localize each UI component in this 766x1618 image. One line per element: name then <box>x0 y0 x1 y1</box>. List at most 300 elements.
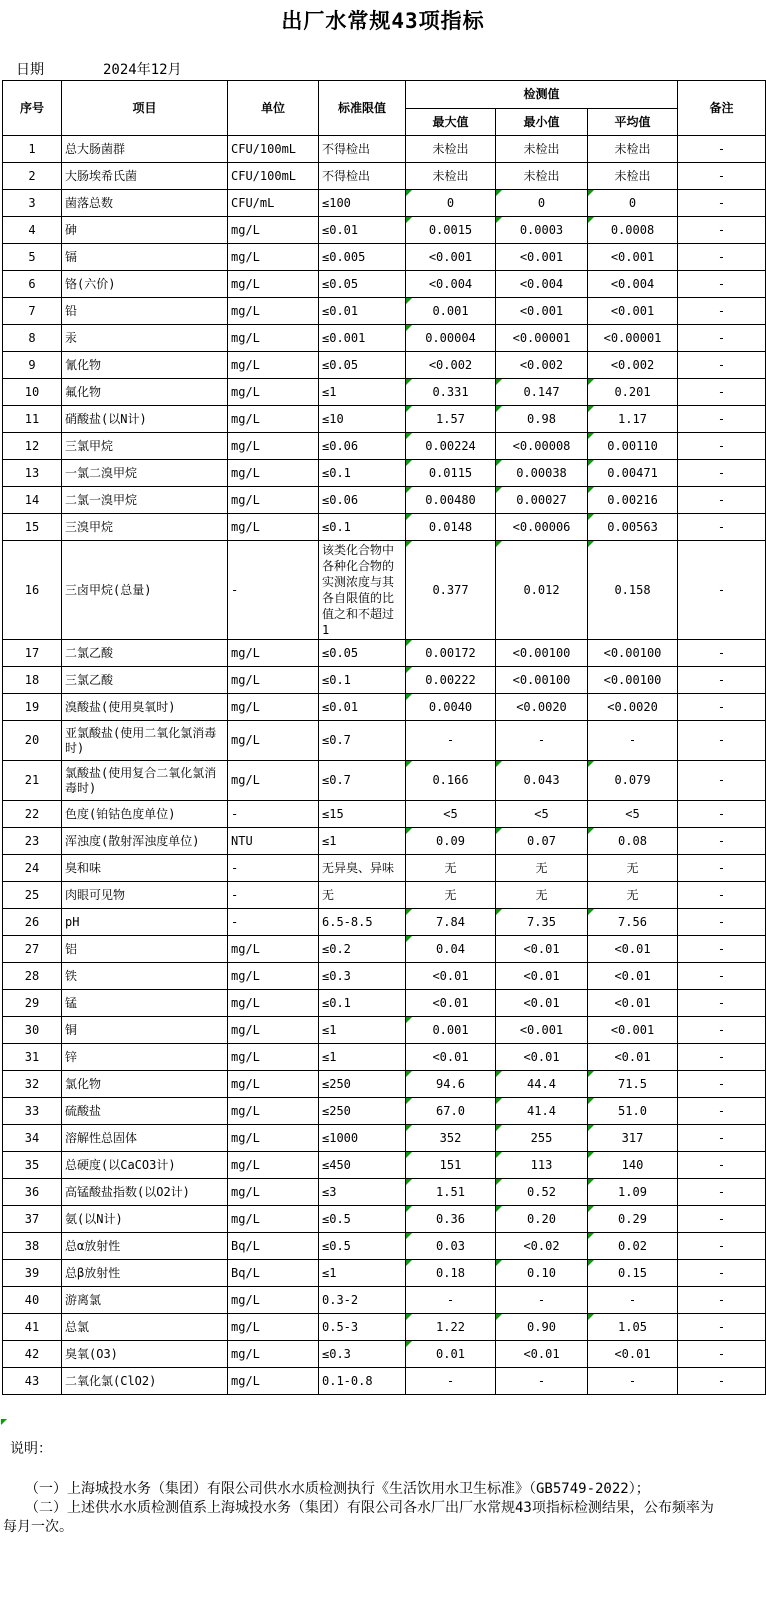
table-row <box>3 963 766 990</box>
cell-note: - <box>678 1341 766 1368</box>
cell-avg: 0.00563 <box>588 514 678 541</box>
cell-limit: ≤0.01 <box>319 694 406 721</box>
table-row <box>3 352 766 379</box>
comment-marker-icon <box>406 1206 412 1212</box>
cell-note: - <box>678 136 766 163</box>
cell-no: 17 <box>3 640 62 667</box>
comment-marker-icon <box>406 217 412 223</box>
cell-limit: ≤0.1 <box>319 990 406 1017</box>
table-row <box>3 163 766 190</box>
cell-no: 29 <box>3 990 62 1017</box>
cell-limit: ≤0.2 <box>319 936 406 963</box>
cell-limit: ≤15 <box>319 801 406 828</box>
cell-unit: mg/L <box>228 1044 319 1071</box>
cell-unit: mg/L <box>228 694 319 721</box>
cell-max: 0.331 <box>406 379 496 406</box>
comment-marker-icon <box>496 1260 502 1266</box>
cell-no: 36 <box>3 1179 62 1206</box>
comment-marker-icon <box>496 1098 502 1104</box>
cell-limit: ≤0.1 <box>319 514 406 541</box>
cell-limit: ≤0.06 <box>319 487 406 514</box>
cell-no: 1 <box>3 136 62 163</box>
cell-no: 41 <box>3 1314 62 1341</box>
comment-marker-icon <box>496 190 502 196</box>
comment-marker-icon <box>406 1233 412 1239</box>
cell-no: 37 <box>3 1206 62 1233</box>
table-row <box>3 271 766 298</box>
cell-item: 汞 <box>62 325 228 352</box>
cell-no: 3 <box>3 190 62 217</box>
cell-item: 氨(以N计) <box>62 1206 228 1233</box>
cell-min: 0.0003 <box>496 217 588 244</box>
cell-note: - <box>678 163 766 190</box>
cell-no: 14 <box>3 487 62 514</box>
cell-unit: mg/L <box>228 217 319 244</box>
cell-min: 无 <box>496 882 588 909</box>
comment-marker-icon <box>496 1314 502 1320</box>
comment-marker-icon <box>406 1098 412 1104</box>
cell-min: 255 <box>496 1125 588 1152</box>
cell-unit: mg/L <box>228 1287 319 1314</box>
cell-no: 8 <box>3 325 62 352</box>
cell-limit: ≤0.7 <box>319 721 406 761</box>
cell-limit: ≤0.005 <box>319 244 406 271</box>
cell-min: 0.147 <box>496 379 588 406</box>
cell-item: 硫酸盐 <box>62 1098 228 1125</box>
cell-avg: 51.0 <box>588 1098 678 1125</box>
comment-marker-icon <box>406 1152 412 1158</box>
comment-marker-icon <box>588 1260 594 1266</box>
cell-item: 砷 <box>62 217 228 244</box>
header-unit: 单位 <box>228 81 319 136</box>
cell-unit: - <box>228 882 319 909</box>
cell-max: 1.51 <box>406 1179 496 1206</box>
cell-min: <0.00100 <box>496 667 588 694</box>
cell-no: 28 <box>3 963 62 990</box>
cell-min: <0.01 <box>496 936 588 963</box>
table-row <box>3 325 766 352</box>
cell-note: - <box>678 694 766 721</box>
comment-marker-icon <box>496 487 502 493</box>
cell-limit: ≤0.05 <box>319 352 406 379</box>
cell-max: 67.0 <box>406 1098 496 1125</box>
cell-no: 15 <box>3 514 62 541</box>
table-row <box>3 801 766 828</box>
cell-min: <0.00001 <box>496 325 588 352</box>
cell-max: <0.01 <box>406 990 496 1017</box>
table-row <box>3 1260 766 1287</box>
cell-max: 7.84 <box>406 909 496 936</box>
comment-marker-icon <box>588 828 594 834</box>
cell-note: - <box>678 541 766 640</box>
cell-item: 硝酸盐(以N计) <box>62 406 228 433</box>
cell-avg: 0.15 <box>588 1260 678 1287</box>
note-line: （二）上述供水水质检测值系上海城投水务（集团）有限公司各水厂出厂水常规43项指标检测结果，公布频率为 <box>25 1500 714 1516</box>
cell-limit: 6.5-8.5 <box>319 909 406 936</box>
cell-limit: ≤1 <box>319 828 406 855</box>
notes-paragraphs <box>3 1480 765 1537</box>
comment-marker-icon <box>588 190 594 196</box>
cell-limit: ≤0.01 <box>319 298 406 325</box>
comment-marker-icon <box>588 514 594 520</box>
cell-limit: ≤0.001 <box>319 325 406 352</box>
cell-min: 0.90 <box>496 1314 588 1341</box>
table-row <box>3 990 766 1017</box>
cell-avg: 0.158 <box>588 541 678 640</box>
cell-unit: - <box>228 909 319 936</box>
table-row <box>3 1098 766 1125</box>
cell-unit: mg/L <box>228 1314 319 1341</box>
comment-marker-icon <box>588 487 594 493</box>
cell-note: - <box>678 1044 766 1071</box>
cell-unit: mg/L <box>228 1152 319 1179</box>
cell-min: 0.98 <box>496 406 588 433</box>
cell-note: - <box>678 1287 766 1314</box>
cell-max: 0.00222 <box>406 667 496 694</box>
cell-min: 0 <box>496 190 588 217</box>
cell-item: 三卤甲烷(总量) <box>62 541 228 640</box>
cell-unit: mg/L <box>228 325 319 352</box>
cell-note: - <box>678 433 766 460</box>
cell-min: 0.00038 <box>496 460 588 487</box>
cell-avg: <0.01 <box>588 1341 678 1368</box>
cell-avg: 未检出 <box>588 163 678 190</box>
cell-min: - <box>496 721 588 761</box>
cell-limit: 无 <box>319 882 406 909</box>
cell-max: 0.0040 <box>406 694 496 721</box>
cell-limit: ≤0.5 <box>319 1233 406 1260</box>
cell-limit: ≤250 <box>319 1071 406 1098</box>
cell-item: 锌 <box>62 1044 228 1071</box>
table-row <box>3 694 766 721</box>
cell-max: 1.22 <box>406 1314 496 1341</box>
cell-note: - <box>678 1071 766 1098</box>
cell-avg: <0.001 <box>588 1017 678 1044</box>
table-row <box>3 936 766 963</box>
header-limit: 标准限值 <box>319 81 406 136</box>
cell-unit: mg/L <box>228 1206 319 1233</box>
cell-item: 浑浊度(散射浑浊度单位) <box>62 828 228 855</box>
cell-note: - <box>678 1152 766 1179</box>
cell-no: 4 <box>3 217 62 244</box>
table-row <box>3 541 766 640</box>
cell-item: 溴酸盐(使用臭氧时) <box>62 694 228 721</box>
cell-min: 41.4 <box>496 1098 588 1125</box>
cell-min: 44.4 <box>496 1071 588 1098</box>
cell-unit: mg/L <box>228 1368 319 1395</box>
cell-item: 色度(铂钴色度单位) <box>62 801 228 828</box>
cell-avg: 无 <box>588 855 678 882</box>
cell-note: - <box>678 298 766 325</box>
cell-max: 0.00224 <box>406 433 496 460</box>
cell-no: 21 <box>3 761 62 801</box>
cell-avg: 1.09 <box>588 1179 678 1206</box>
cell-note: - <box>678 801 766 828</box>
cell-max: 0.09 <box>406 828 496 855</box>
cell-min: 0.00027 <box>496 487 588 514</box>
table-row <box>3 433 766 460</box>
cell-item: 氰化物 <box>62 352 228 379</box>
cell-avg: 无 <box>588 882 678 909</box>
comment-marker-icon <box>496 541 502 547</box>
cell-note: - <box>678 1206 766 1233</box>
cell-limit: 0.3-2 <box>319 1287 406 1314</box>
cell-no: 27 <box>3 936 62 963</box>
cell-avg: <5 <box>588 801 678 828</box>
cell-limit: ≤1 <box>319 1044 406 1071</box>
cell-max: <0.002 <box>406 352 496 379</box>
cell-note: - <box>678 514 766 541</box>
cell-no: 19 <box>3 694 62 721</box>
cell-unit: mg/L <box>228 1341 319 1368</box>
cell-unit: mg/L <box>228 990 319 1017</box>
cell-no: 38 <box>3 1233 62 1260</box>
cell-min: - <box>496 1287 588 1314</box>
table-row <box>3 487 766 514</box>
cell-unit: mg/L <box>228 352 319 379</box>
cell-avg: 0 <box>588 190 678 217</box>
cell-unit: mg/L <box>228 460 319 487</box>
comment-marker-icon <box>406 828 412 834</box>
cell-item: 三氯甲烷 <box>62 433 228 460</box>
cell-no: 25 <box>3 882 62 909</box>
cell-no: 7 <box>3 298 62 325</box>
table-row <box>3 855 766 882</box>
cell-no: 5 <box>3 244 62 271</box>
cell-max: <0.01 <box>406 963 496 990</box>
cell-item: 一氯二溴甲烷 <box>62 460 228 487</box>
table-row <box>3 909 766 936</box>
table-row <box>3 460 766 487</box>
table-row <box>3 1341 766 1368</box>
comment-marker-icon <box>406 1341 412 1347</box>
cell-note: - <box>678 855 766 882</box>
cell-avg: <0.00001 <box>588 325 678 352</box>
cell-no: 42 <box>3 1341 62 1368</box>
cell-note: - <box>678 1368 766 1395</box>
cell-no: 9 <box>3 352 62 379</box>
cell-min: <0.00100 <box>496 640 588 667</box>
cell-limit: ≤1 <box>319 379 406 406</box>
cell-max: 94.6 <box>406 1071 496 1098</box>
cell-item: 三溴甲烷 <box>62 514 228 541</box>
cell-min: <0.001 <box>496 244 588 271</box>
cell-item: 总硬度(以CaCO3计) <box>62 1152 228 1179</box>
cell-item: 铬(六价) <box>62 271 228 298</box>
comment-marker-icon <box>406 909 412 915</box>
cell-limit: ≤3 <box>319 1179 406 1206</box>
cell-note: - <box>678 1125 766 1152</box>
comment-marker-icon <box>406 406 412 412</box>
cell-note: - <box>678 352 766 379</box>
cell-max: 无 <box>406 855 496 882</box>
comment-marker-icon <box>496 460 502 466</box>
cell-max: - <box>406 1287 496 1314</box>
table-row <box>3 882 766 909</box>
cell-max: 0.0148 <box>406 514 496 541</box>
cell-unit: CFU/100mL <box>228 136 319 163</box>
cell-unit: mg/L <box>228 244 319 271</box>
comment-marker-icon <box>588 761 594 767</box>
cell-avg: <0.002 <box>588 352 678 379</box>
cell-limit: ≤0.1 <box>319 460 406 487</box>
cell-max: 0.0115 <box>406 460 496 487</box>
table-row <box>3 217 766 244</box>
cell-limit: ≤0.7 <box>319 761 406 801</box>
comment-marker-icon <box>588 1179 594 1185</box>
cell-min: 0.20 <box>496 1206 588 1233</box>
table-row <box>3 136 766 163</box>
cell-max: 352 <box>406 1125 496 1152</box>
cell-item: 高锰酸盐指数(以O2计) <box>62 1179 228 1206</box>
cell-avg: 0.02 <box>588 1233 678 1260</box>
cell-avg: 0.079 <box>588 761 678 801</box>
comment-marker-icon <box>496 1152 502 1158</box>
cell-unit: mg/L <box>228 298 319 325</box>
cell-avg: <0.01 <box>588 1044 678 1071</box>
cell-item: 总大肠菌群 <box>62 136 228 163</box>
cell-min: <0.0020 <box>496 694 588 721</box>
table-row <box>3 514 766 541</box>
cell-min: 7.35 <box>496 909 588 936</box>
cell-no: 23 <box>3 828 62 855</box>
cell-item: 臭氧(O3) <box>62 1341 228 1368</box>
cell-no: 26 <box>3 909 62 936</box>
cell-no: 30 <box>3 1017 62 1044</box>
cell-max: 0.18 <box>406 1260 496 1287</box>
cell-unit: - <box>228 855 319 882</box>
table-row <box>3 721 766 761</box>
comment-marker-icon <box>406 298 412 304</box>
comment-marker-icon <box>406 379 412 385</box>
cell-note: - <box>678 1179 766 1206</box>
cell-item: 二氧化氯(ClO2) <box>62 1368 228 1395</box>
cell-no: 13 <box>3 460 62 487</box>
cell-max: 未检出 <box>406 163 496 190</box>
cell-avg: 140 <box>588 1152 678 1179</box>
comment-marker-icon <box>496 1125 502 1131</box>
comment-marker-icon <box>406 761 412 767</box>
cell-avg: <0.004 <box>588 271 678 298</box>
cell-unit: mg/L <box>228 1125 319 1152</box>
cell-no: 40 <box>3 1287 62 1314</box>
cell-unit: mg/L <box>228 1071 319 1098</box>
cell-min: 未检出 <box>496 163 588 190</box>
cell-note: - <box>678 406 766 433</box>
cell-limit: 不得检出 <box>319 163 406 190</box>
cell-item: 铅 <box>62 298 228 325</box>
cell-item: 三氯乙酸 <box>62 667 228 694</box>
cell-item: 铁 <box>62 963 228 990</box>
date-value: 2024年12月 <box>103 62 182 78</box>
cell-no: 18 <box>3 667 62 694</box>
comment-marker-icon <box>406 694 412 700</box>
table-row <box>3 406 766 433</box>
cell-note: - <box>678 1017 766 1044</box>
comment-marker-icon <box>588 1125 594 1131</box>
cell-avg: 0.00471 <box>588 460 678 487</box>
cell-item: 游离氯 <box>62 1287 228 1314</box>
comment-marker-icon <box>406 936 412 942</box>
header-max: 最大值 <box>406 109 496 136</box>
comment-marker-icon <box>588 1233 594 1239</box>
comment-marker-icon <box>406 487 412 493</box>
cell-avg: 0.00216 <box>588 487 678 514</box>
cell-unit: mg/L <box>228 667 319 694</box>
cell-item: 铜 <box>62 1017 228 1044</box>
cell-unit: CFU/mL <box>228 190 319 217</box>
cell-unit: - <box>228 801 319 828</box>
notes-section <box>3 1440 765 1537</box>
table-row <box>3 761 766 801</box>
comment-marker-icon <box>406 1260 412 1266</box>
cell-unit: Bq/L <box>228 1260 319 1287</box>
cell-min: <0.00008 <box>496 433 588 460</box>
table-row <box>3 379 766 406</box>
cell-limit: ≤250 <box>319 1098 406 1125</box>
cell-item: 镉 <box>62 244 228 271</box>
cell-unit: mg/L <box>228 406 319 433</box>
cell-note: - <box>678 325 766 352</box>
cell-limit: ≤0.1 <box>319 667 406 694</box>
cell-min: <0.002 <box>496 352 588 379</box>
cell-max: 0.377 <box>406 541 496 640</box>
table-row <box>3 190 766 217</box>
header-detect: 检测值 <box>406 81 678 109</box>
cell-unit: CFU/100mL <box>228 163 319 190</box>
comment-marker-icon <box>406 433 412 439</box>
cell-item: 二氯一溴甲烷 <box>62 487 228 514</box>
cell-item: 亚氯酸盐(使用二氧化氯消毒时) <box>62 721 228 761</box>
cell-avg: 71.5 <box>588 1071 678 1098</box>
comment-marker-icon <box>406 541 412 547</box>
note-line: （一）上海城投水务（集团）有限公司供水水质检测执行《生活饮用水卫生标准》（GB5749-2022）； <box>25 1481 650 1497</box>
cell-min: <0.004 <box>496 271 588 298</box>
comment-marker-icon <box>406 514 412 520</box>
cell-limit: ≤0.06 <box>319 433 406 460</box>
table-row <box>3 667 766 694</box>
cell-no: 34 <box>3 1125 62 1152</box>
cell-no: 22 <box>3 801 62 828</box>
cell-no: 35 <box>3 1152 62 1179</box>
cell-no: 33 <box>3 1098 62 1125</box>
cell-limit: ≤0.01 <box>319 217 406 244</box>
cell-no: 31 <box>3 1044 62 1071</box>
cell-unit: mg/L <box>228 514 319 541</box>
cell-max: 0.03 <box>406 1233 496 1260</box>
comment-marker-icon <box>406 325 412 331</box>
comment-marker-icon <box>588 541 594 547</box>
cell-avg: <0.0020 <box>588 694 678 721</box>
cell-max: 1.57 <box>406 406 496 433</box>
cell-no: 39 <box>3 1260 62 1287</box>
cell-limit: 不得检出 <box>319 136 406 163</box>
cell-unit: mg/L <box>228 1017 319 1044</box>
cell-limit: 0.5-3 <box>319 1314 406 1341</box>
comment-marker-icon <box>496 909 502 915</box>
cell-no: 16 <box>3 541 62 640</box>
comment-marker-icon <box>406 190 412 196</box>
cell-min: 0.07 <box>496 828 588 855</box>
cell-max: <0.001 <box>406 244 496 271</box>
cell-note: - <box>678 936 766 963</box>
cell-note: - <box>678 379 766 406</box>
comment-marker-icon <box>588 433 594 439</box>
cell-avg: <0.001 <box>588 244 678 271</box>
cell-item: 氯酸盐(使用复合二氧化氯消毒时) <box>62 761 228 801</box>
cell-item: 肉眼可见物 <box>62 882 228 909</box>
cell-note: - <box>678 217 766 244</box>
